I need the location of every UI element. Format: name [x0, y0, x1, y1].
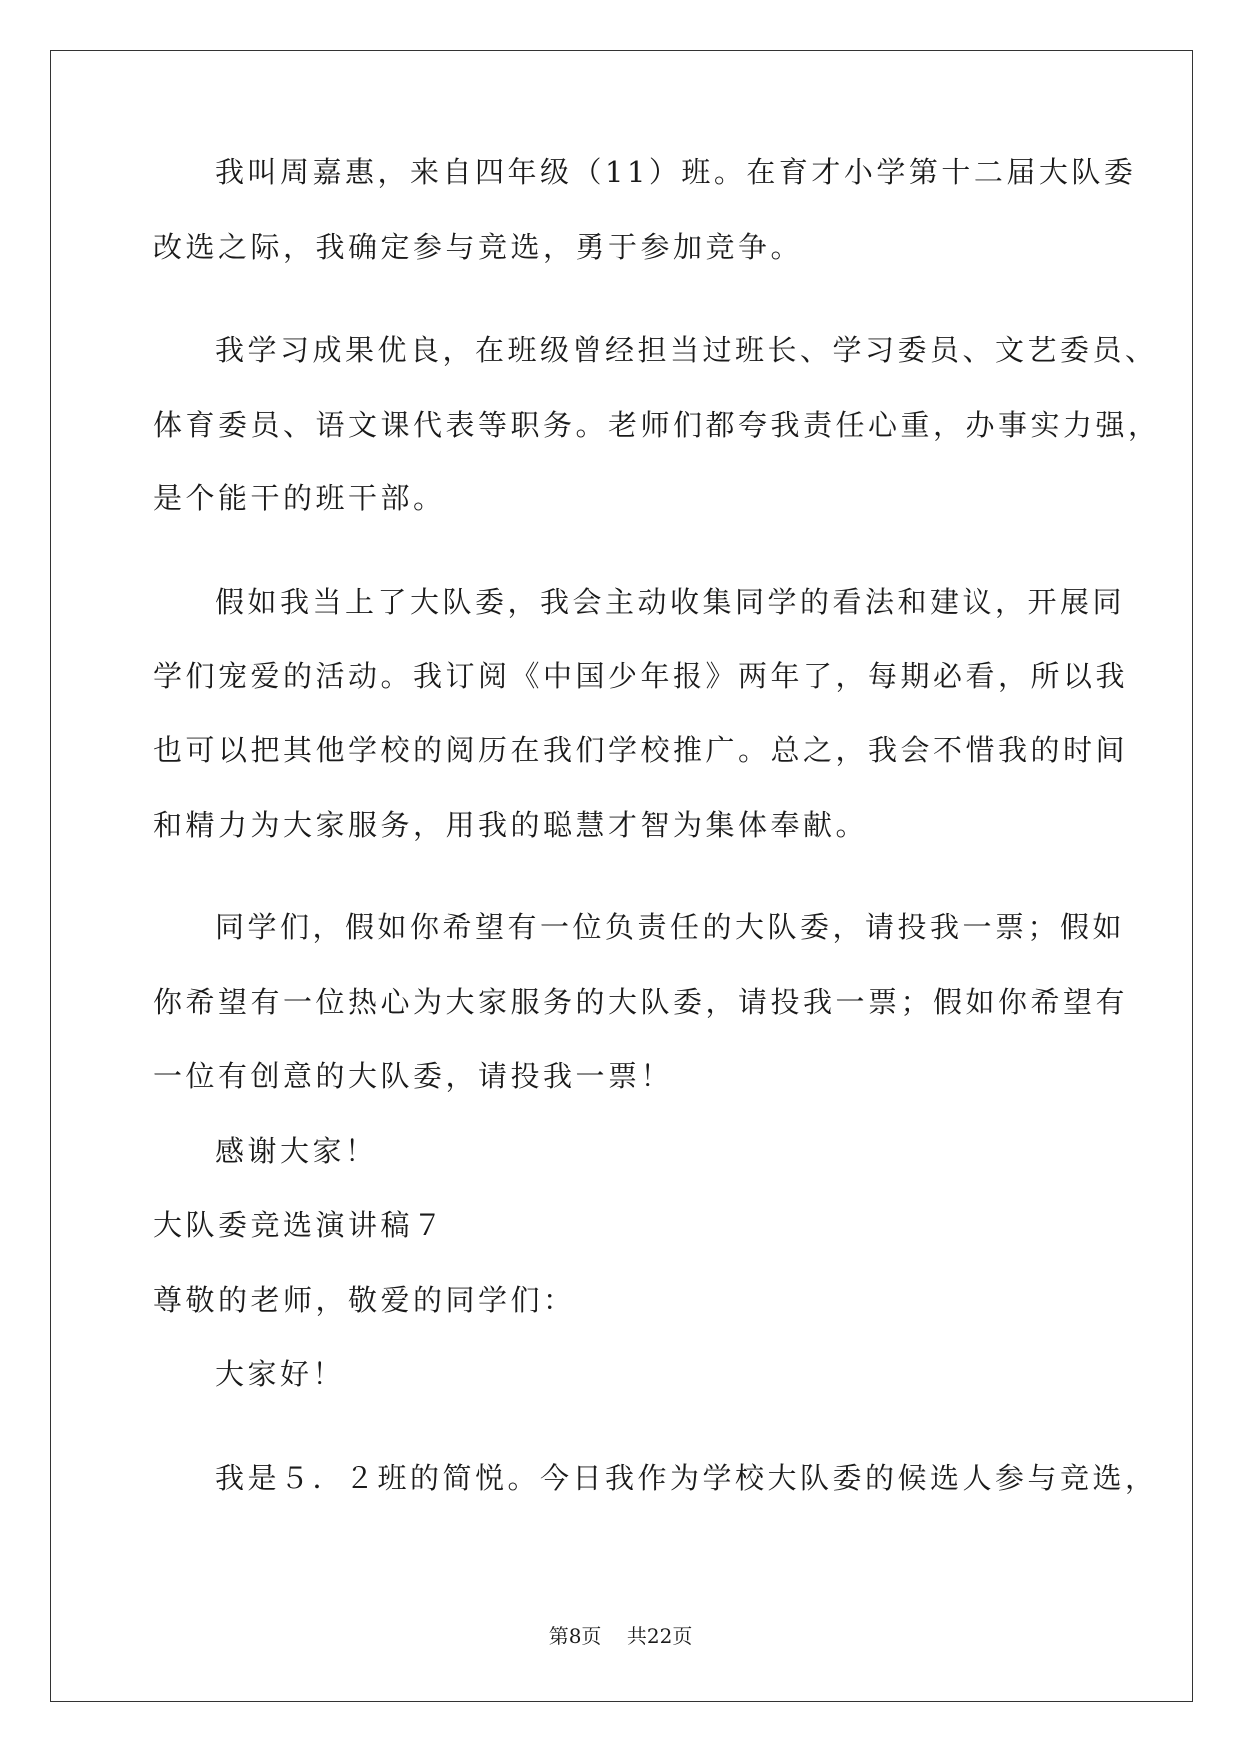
page-number: 8: [568, 1624, 582, 1648]
paragraph-line: 我是５．２班的简悦。今日我作为学校大队委的候选人参与竞选，: [215, 1461, 1158, 1495]
paragraph-line: 假如我当上了大队委，我会主动收集同学的看法和建议，开展同: [215, 585, 1126, 619]
total-pages: 22: [646, 1624, 673, 1648]
paragraph-line: 学们宠爱的活动。我订阅《中国少年报》两年了，每期必看，所以我: [153, 659, 1129, 693]
paragraph-line: 你希望有一位热心为大家服务的大队委，请投我一票；假如你希望有: [153, 985, 1129, 1019]
paragraph-line: 体育委员、语文课代表等职务。老师们都夸我责任心重，办事实力强，: [153, 408, 1161, 442]
paragraph-line: 一位有创意的大队委，请投我一票！: [153, 1059, 674, 1093]
paragraph-line: 感谢大家！: [215, 1134, 378, 1168]
paragraph-line: 我叫周嘉惠，来自四年级（11）班。在育才小学第十二届大队委: [215, 155, 1137, 189]
page-suffix: 页: [581, 1624, 602, 1648]
paragraph-line: 我学习成果优良，在班级曾经担当过班长、学习委员、文艺委员、: [215, 333, 1158, 367]
page-border: [50, 50, 1193, 1702]
paragraph-line: 是个能干的班干部。: [153, 481, 446, 515]
paragraph-line: 和精力为大家服务，用我的聪慧才智为集体奉献。: [153, 808, 869, 842]
paragraph-line: 也可以把其他学校的阅历在我们学校推广。总之，我会不惜我的时间: [153, 733, 1129, 767]
paragraph-line: 同学们，假如你希望有一位负责任的大队委，请投我一票；假如: [215, 910, 1126, 944]
page-prefix: 第: [548, 1624, 569, 1648]
greeting: 大家好！: [215, 1357, 346, 1391]
total-prefix: 共: [626, 1624, 647, 1648]
total-suffix: 页: [672, 1624, 693, 1648]
section-heading: 大队委竞选演讲稿７: [153, 1208, 446, 1242]
salutation: 尊敬的老师，敬爱的同学们：: [153, 1283, 576, 1317]
page-footer: [0, 1622, 1241, 1650]
paragraph-line: 改选之际，我确定参与竞选，勇于参加竞争。: [153, 230, 804, 264]
